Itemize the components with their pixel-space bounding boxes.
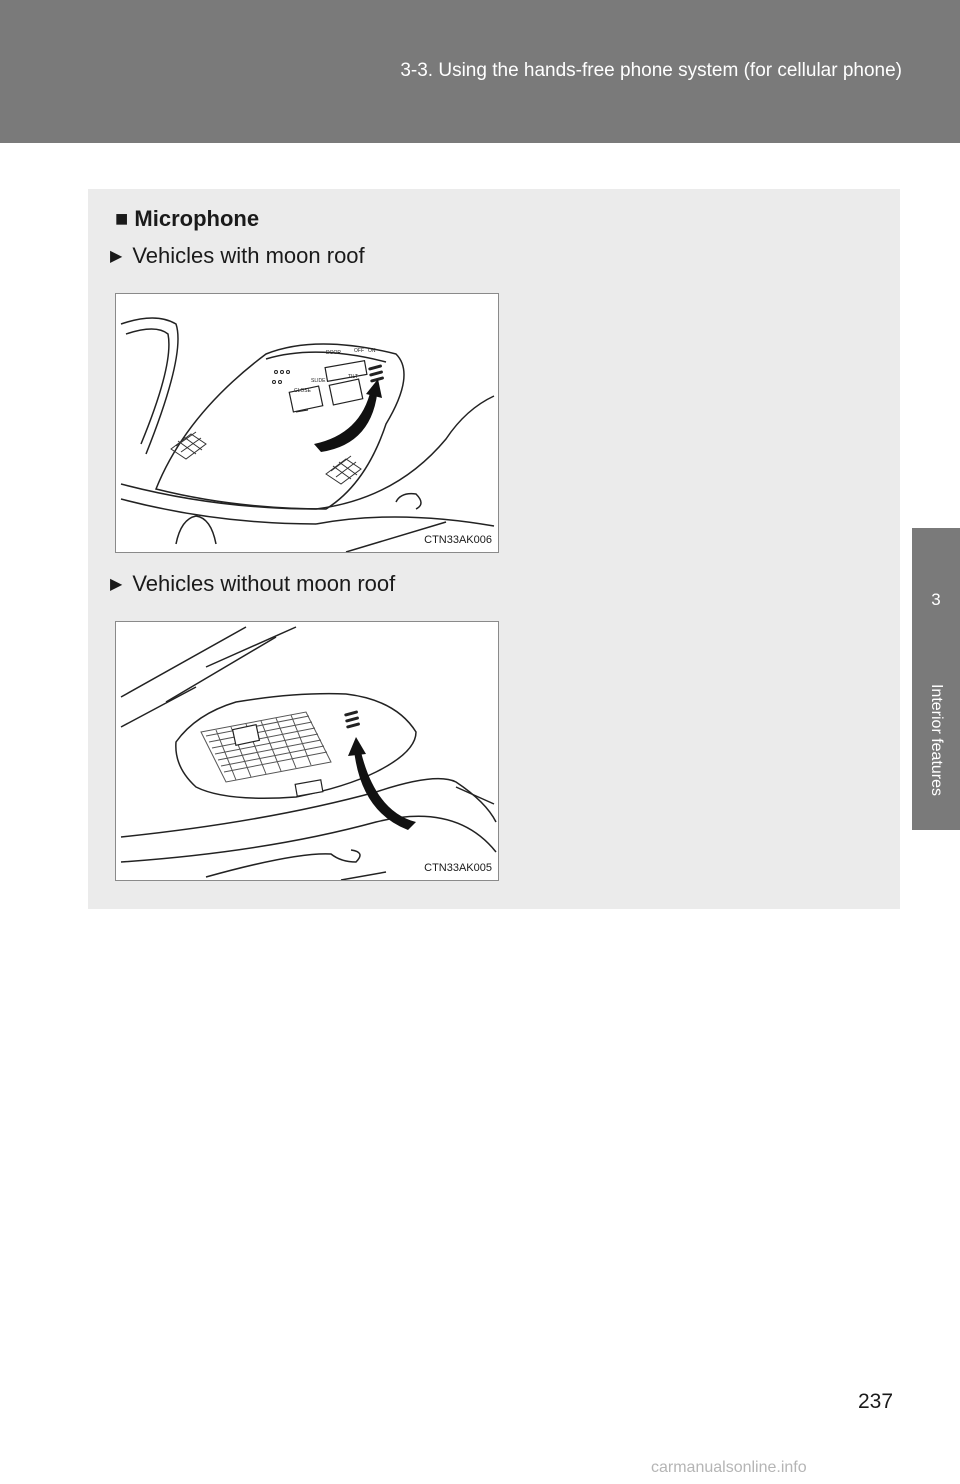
subsection-no-moon-roof — [110, 571, 395, 597]
page-number: 237 — [858, 1390, 894, 1413]
page-header — [0, 0, 960, 143]
microphone-grille-icon — [344, 710, 360, 729]
microphone-grille-icon — [368, 364, 384, 383]
chapter-tab — [912, 528, 960, 830]
overhead-console-moonroof-illustration — [116, 294, 499, 553]
watermark: carmanualsonline.info — [651, 1459, 807, 1476]
tilt-label: TILT — [348, 374, 358, 380]
triangle-bullet-icon: ▶ — [110, 248, 123, 265]
overhead-console-illustration — [116, 622, 499, 881]
triangle-bullet-icon: ▶ — [110, 576, 123, 593]
close-label: CLOSE — [294, 388, 311, 394]
door-label: DOOR — [326, 350, 341, 356]
curved-arrow-icon — [354, 750, 416, 830]
figure-moon-roof — [115, 293, 499, 553]
slide-label: SLIDE — [311, 378, 326, 384]
section-heading: ■ Microphone — [115, 206, 260, 231]
subsection-label: Vehicles without moon roof — [132, 571, 396, 596]
info-panel — [88, 189, 900, 909]
on-label: ON — [368, 348, 376, 354]
subsection-moon-roof — [110, 243, 365, 269]
figure-code: CTN33AK005 — [424, 862, 492, 874]
off-label: OFF — [354, 348, 364, 354]
chapter-number: 3 — [931, 590, 941, 609]
chapter-label: Interior features — [928, 683, 945, 797]
subsection-label: Vehicles with moon roof — [132, 243, 365, 268]
figure-code: CTN33AK006 — [424, 534, 492, 546]
figure-no-moon-roof — [115, 621, 499, 881]
header-title: 3-3. Using the hands-free phone system (for cellular phone) — [400, 60, 902, 81]
